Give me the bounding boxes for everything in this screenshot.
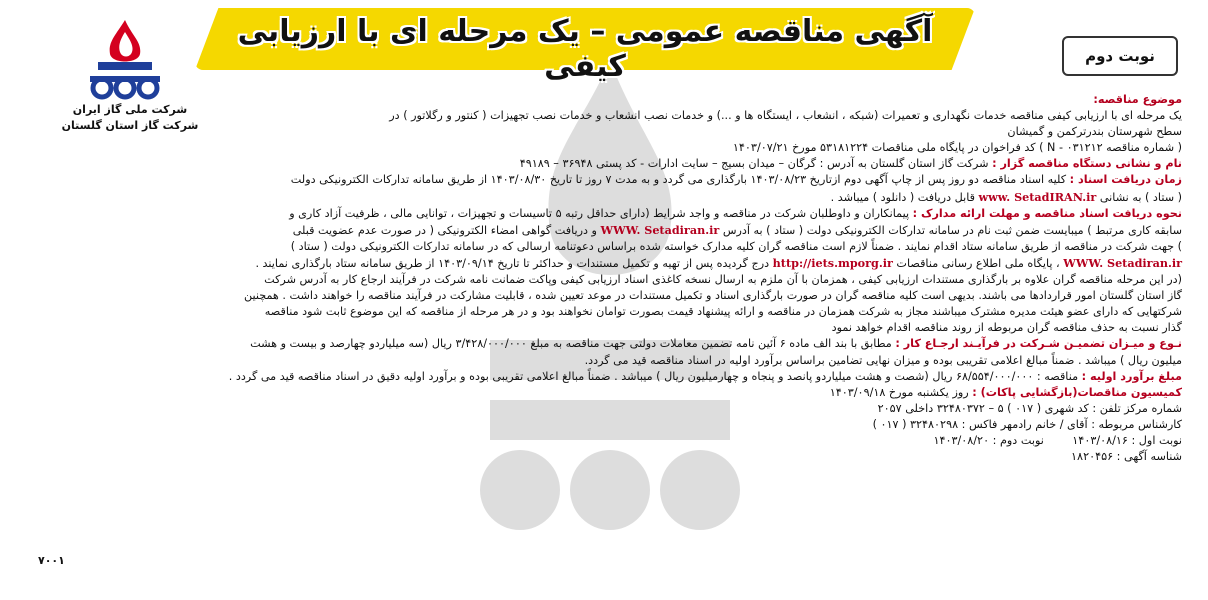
page-title: آگهی مناقصه عمومی – یک مرحله ای با ارزیابی کیفی [237, 14, 933, 84]
method-text-4b: درج گردیده پس از تهیه و تکمیل مستندات و حداکثر تا تاریخ ۱۴۰۳/۰۹/۱۴ از طریق سامانه ستاد بارگذاری نمایند . [255, 256, 770, 270]
timing-heading: زمان دریافت اسناد : [1069, 173, 1182, 187]
timing-text-2a: ( ستاد ) به نشانی [1099, 190, 1182, 204]
setad-link-2[interactable]: WWW. Setadiran.ir [600, 222, 720, 237]
ad-id: شناسه آگهی : ۱۸۲۰۴۵۶ [1071, 450, 1182, 464]
guarantee-heading: نـوع و میـزان تضمیـن شـرکت در فرآیـند ارجـاع کار : [895, 337, 1182, 351]
setad-link[interactable]: www. SetadIRAN.ir [978, 189, 1097, 204]
subject-line-1: یک مرحله ای با ارزیابی کیفی مناقصه خدمات نگهداری و تعمیرات (شبکه ، انشعاب ، ایستگاه ها و ...) و خدمات نصب انشعاب و خدمات نصب تجهیزات ( کنتور و رگلاتور ) در [389, 109, 1182, 123]
method-text-2a: سابقه کاری مرتبط ) میبایست ضمن ثبت نام در سامانه تدارکات الکترونیکی دولت ( ستاد ) به آدرس [722, 223, 1182, 237]
evaluation-line-1: (در این مرحله مناقصه گران علاوه بر بارگذاری مستندات ارزیابی کیفی ، همزمان با آن ملزم به ارسال نسخه کاغذی اسناد ارزیابی کیفی وپاکت ضمانت نامه شرکت در فرآیند ارجاع کار به آدرس شرکت [264, 273, 1182, 287]
guarantee-text-1: مطابق با بند الف ماده ۶ آئین نامه تضمین معاملات دولتی جهت مناقصه به مبلغ ۳/۴۲۸/۰۰۰/۰۰۰ ریال (سه میلیاردو چهارصد و بیست و هشت [250, 337, 892, 351]
method-heading: نحوه دریافت اسناد مناقصه و مهلت ارائه مدارک : [912, 206, 1182, 220]
subject-line-2: سطح شهرستان بندرترکمن و گمیشان [1007, 125, 1182, 139]
contact-expert: کارشناس مربوطه : آقای / خانم رادمهر فاکس : ۳۲۴۸۰۲۹۸ ( ۰۱۷ ) [872, 417, 1182, 431]
second-round-date: نوبت دوم : ۱۴۰۳/۰۸/۲۰ [933, 433, 1044, 447]
footer-code: ۷۰۰۱ [38, 554, 65, 567]
commission-heading: کمیسیون مناقصات(بازگشایی پاکات) : [972, 385, 1182, 399]
round-badge: نوبت دوم [1062, 36, 1178, 76]
method-text-2b: و دریافت گواهی امضاء الکترونیکی ( در صورت عدم عضویت قبلی [292, 223, 597, 237]
estimate-heading: مبلغ برآورد اولیه : [1081, 369, 1182, 383]
timing-text-1: کلیه اسناد مناقصه دو روز پس از چاپ آگهی دوم ازتاریخ ۱۴۰۳/۰۸/۲۳ بارگذاری می گردد و به مدت ۷ روز تا تاریخ ۱۴۰۳/۰۸/۳۰ از طریق سامانه تدارکات الکترونیکی دولت [290, 173, 1067, 187]
first-round-date: نوبت اول : ۱۴۰۳/۰۸/۱۶ [1072, 433, 1182, 447]
company-line-1: شرکت ملی گاز ایران [72, 103, 188, 116]
nigc-logo-icon [80, 18, 170, 100]
iets-link[interactable]: http://iets.mporg.ir [772, 255, 893, 270]
timing-text-2b: قابل دریافت ( دانلود ) میباشد . [830, 190, 975, 204]
evaluation-line-2: گاز استان گلستان امور قراردادها می باشند. بدیهی است کلیه مناقصه گران در صورت بارگذاری اسناد و تکمیل مستندات در موعد تعیین شده ، قابلیت مشارکت در فرآیند مناقصه را خواهند داشت . همچنین [243, 289, 1182, 303]
evaluation-line-4: گذار نسبت به حذف مناقصه گران مربوطه از روند مناقصه اقدام خواهد نمود [831, 321, 1182, 335]
guarantee-text-2: میلیون ریال ) میباشد . ضمناً مبالغ اعلامی تقریبی بوده و میزان نهایی تضامین براساس برآورد اولیه در اسناد مناقصه قید می گردد. [584, 353, 1182, 367]
method-text-4a: ، پایگاه ملی اطلاع رسانی مناقصات [896, 256, 1060, 270]
contact-phone: شماره مرکز تلفن : کد شهری ( ۰۱۷ ) ۵ – ۳۲۴۸۰۳۷۲ داخلی ۲۰۵۷ [877, 401, 1182, 415]
organizer-text: شرکت گاز استان گلستان به آدرس : گرگان – میدان بسیج – سایت ادارات - کد پستی ۳۶۹۴۸ – ۴۹۱۸۹ [519, 157, 989, 171]
setad-link-3[interactable]: WWW. Setadiran.ir [1063, 255, 1182, 270]
subject-line-3: ( شماره مناقصه N - ۰۳۱۲۱۲ ) کد فراخوان در پایگاه ملی مناقصات ۵۳۱۸۱۲۲۴ مورخ ۱۴۰۳/۰۷/۲۱ [732, 141, 1182, 155]
company-line-2: شرکت گاز استان گلستان [61, 119, 199, 132]
subject-heading: موضوع مناقصه: [1093, 93, 1182, 106]
advertisement-body [22, 92, 1182, 465]
estimate-text: مناقصه : ۶۸/۵۵۴/۰۰۰/۰۰۰ ریال (شصت و هشت میلیاردو پانصد و پنجاه و چهارمیلیون ریال ) میباشد . ضمناً مبالغ اعلامی تقریبی بوده و برآورد اولیه دقیق در اسناد مناقصه قید می گردد . [228, 369, 1079, 383]
organizer-heading: نام و نشانی دستگاه مناقصه گزار : [992, 157, 1182, 171]
method-text-1: پیمانکاران و داوطلبان شرکت در مناقصه و واجد شرایط (دارای حداقل رتبه ۵ تاسیسات و تجهیزات ، توانایی مالی ، ظرفیت آزاد کاری و [289, 206, 910, 220]
method-text-3: ) جهت شرکت در مناقصه از طریق سامانه ستاد اقدام نمایند . ضمناً لازم است مناقصه گران کلیه مدارک خواسته شده براساس دعوتنامه ارسالی که در سامانه تدارکات الکترونیکی دولت ( ستاد ) [290, 239, 1182, 253]
commission-text: روز یکشنبه مورخ ۱۴۰۳/۰۹/۱۸ [829, 385, 969, 399]
evaluation-line-3: شرکتهایی که دارای عضو هیئت مدیره مشترک میباشند مجاز به شرکت همزمان در مناقصه و ارائه پیشنهاد قیمت بصورت توامان نخواهند بود و در هر مرحله از مناقصه که این موضوع ثابت شود مناقصه [264, 305, 1182, 319]
